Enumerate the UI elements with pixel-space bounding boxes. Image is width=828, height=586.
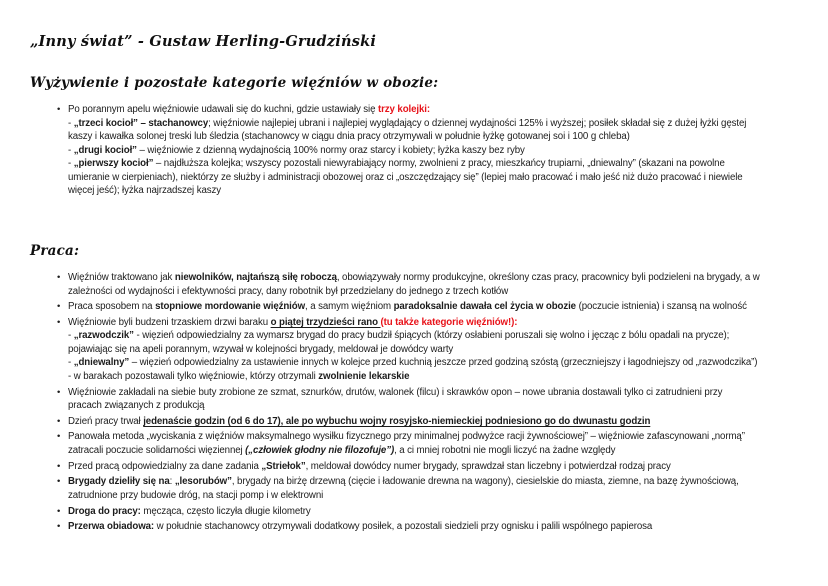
text-line xyxy=(68,430,820,444)
text-segment: Przerwa obiadowa: xyxy=(68,521,155,533)
text-segment: umieranie w cierpieniach), niektórzy ze służby i administracji obozowej oraz ci „oszczędzający się” (lepiej mało pracować i mało jeść niż dużo pracować i niewiele xyxy=(68,171,743,183)
text-segment: , a samym więźniom xyxy=(305,301,394,313)
text-line xyxy=(68,489,820,503)
text-segment: zatrudnione przy budowie dróg, na stacji pomp i w elektrowni xyxy=(68,489,324,501)
text-segment: stopniowe mordowanie więźniów xyxy=(155,301,306,313)
text-line xyxy=(68,184,820,198)
section-food-heading: Wyżywienie i pozostałe kategorie więźniów w obozie: xyxy=(30,75,439,91)
text-line xyxy=(68,444,820,458)
list-item xyxy=(56,386,820,413)
text-segment: pracach związanych z produkcją xyxy=(68,400,205,412)
section-work-list xyxy=(56,271,820,536)
text-segment: - xyxy=(68,330,74,342)
text-line xyxy=(68,271,820,285)
text-segment: : xyxy=(169,476,175,488)
text-segment: zależności od wydajności i efektywności pracy, dany robotnik był przedzielany do jednego z trzech kotłów xyxy=(68,285,509,297)
text-segment: Przed pracą odpowiedzialny za dane zadania xyxy=(68,460,262,472)
text-segment: - xyxy=(68,144,74,156)
section-food-list xyxy=(56,103,820,200)
list-item xyxy=(56,475,820,502)
text-line xyxy=(68,117,820,131)
text-line xyxy=(68,300,820,314)
text-segment: – więźniowie z dzienną wydajnością 100% normy oraz starcy i kobiety; łyżka kaszy bez ryby xyxy=(136,144,525,156)
text-line xyxy=(68,157,820,171)
text-line xyxy=(68,285,820,299)
text-segment: paradoksalnie dawała cel życia w obozie xyxy=(393,301,576,313)
text-line xyxy=(68,386,820,400)
document-title: „Inny świat” - Gustaw Herling-Grudziński xyxy=(30,33,377,50)
text-line xyxy=(68,329,820,343)
text-segment: męcząca, często liczyła długie kilometry xyxy=(140,505,311,517)
text-segment: „drugi kocioł” xyxy=(73,144,137,156)
text-segment: „razwodczik” xyxy=(73,330,134,342)
text-segment: zatracali poczucie solidarności więziennej xyxy=(68,445,246,457)
text-segment: „trzeci kocioł” – stachanowcy xyxy=(73,117,209,129)
text-segment: Więźniowie byli budzeni trzaskiem drzwi baraku xyxy=(68,316,271,328)
text-segment: - więzień odpowiedzialny za wymarsz brygad do pracy budził śpiących (którzy osłabieni poruszali się wolno i jęcząc z bólu opadali na prycze); xyxy=(133,330,730,342)
text-segment: Panowała metoda „wyciskania z więźniów maksymalnego wysiłku fizycznego przy minimalnej podwyżce racji żywnościowej” – więźniowie zafascynowani „normą” xyxy=(68,431,745,443)
text-segment: , meldował dowódcy numer brygady, sprawdzał stan liczebny i potwierdzał rodzaj pracy xyxy=(305,460,671,472)
list-item xyxy=(56,316,820,384)
text-segment: Dzień pracy trwał xyxy=(68,415,144,427)
highlighted-red-text: (tu także kategorie więźniów!): xyxy=(380,316,518,328)
list-item xyxy=(56,520,820,534)
list-item xyxy=(56,505,820,519)
text-line xyxy=(68,343,820,357)
text-segment: Praca sposobem na xyxy=(68,301,156,313)
list-item xyxy=(56,430,820,457)
text-line xyxy=(68,415,820,429)
list-item xyxy=(56,415,820,429)
text-segment: - xyxy=(68,158,74,170)
text-line xyxy=(68,171,820,185)
text-segment: pojawiając się na apeli porannym, wzywał w kolejności brygady, meldował je dowódcy warty xyxy=(68,343,454,355)
text-segment: „pierwszy kocioł” xyxy=(73,158,154,170)
text-segment: Po porannym apelu więźniowie udawali się do kuchni, gdzie ustawiały się xyxy=(68,104,378,115)
text-segment: niewolników, najtańszą siłę roboczą xyxy=(174,272,337,283)
text-line xyxy=(68,505,820,519)
text-segment: – więzień odpowiedzialny za ustawienie innych w kolejce przed kuchnią jeszcze przed godziną szóstą (grzeczniejszy i łagodniejszy od „razwodczika”) xyxy=(129,357,758,369)
text-line xyxy=(68,370,820,384)
text-line xyxy=(68,399,820,413)
text-segment: kaszy i kawałka solonej treski lub śledzia (stachanowcy w ciągu dnia pracy otrzymywali w południe łyżkę gotowanej soi i 100 g chleba) xyxy=(68,131,630,143)
text-segment: Brygady dzieliły się na xyxy=(68,476,170,488)
text-segment: jedenaście godzin (od 6 do 17), ale po wybuchu wojny rosyjsko-niemieckiej podniesiono go do dwunastu godzin xyxy=(143,415,651,427)
section-work-heading: Praca: xyxy=(30,243,80,259)
text-line xyxy=(68,316,820,330)
text-segment: - xyxy=(68,117,74,129)
text-segment: - xyxy=(68,357,74,369)
text-segment: , obowiązywały normy produkcyjne, określony czas pracy, pracownicy byli podzieleni na brygady, a w xyxy=(336,272,760,283)
text-segment: (poczucie istnienia) i szansą na wolność xyxy=(575,301,747,313)
list-item xyxy=(56,271,820,298)
text-segment: „dniewalny” xyxy=(73,357,130,369)
text-segment: Więźniów traktowano jak xyxy=(68,272,175,283)
text-line xyxy=(68,460,820,474)
text-segment: o piątej trzydzieści rano xyxy=(270,316,381,328)
highlighted-red-text: trzy kolejki: xyxy=(377,104,430,115)
list-item xyxy=(56,300,820,314)
text-segment: - w barakach pozostawali tylko więźniowie, którzy otrzymali xyxy=(68,371,319,383)
text-segment: („człowiek głodny nie filozofuje”) xyxy=(245,445,395,457)
text-segment: więcej jeść); łyżka najrzadszej kaszy xyxy=(68,185,221,197)
text-segment: „lesorubów” xyxy=(174,476,232,488)
text-segment: ; więźniowie najlepiej ubrani i najlepiej wyglądający o dziennej wydajności 125% i wyższej; posiłek składał się z dużej łyżki gęstej xyxy=(208,117,747,129)
text-segment: , brygady na birżę drzewną (cięcie i ładowanie drewna na wagony), ciesielskie do miasta, ziemne, na bazę żywnościową, xyxy=(231,476,739,488)
text-line xyxy=(68,144,820,158)
list-item xyxy=(56,103,820,198)
text-segment: Więźniowie zakładali na siebie buty zrobione ze szmat, sznurków, drutów, walonek (filcu) i skrawków opon – nowe ubrania dostawali tylko ci zatrudnieni przy xyxy=(68,386,723,398)
text-line xyxy=(68,520,820,534)
list-item xyxy=(56,460,820,474)
text-segment: „Striełok” xyxy=(261,460,306,472)
text-line xyxy=(68,130,820,144)
text-line xyxy=(68,103,820,117)
text-segment: – najdłuższa kolejka; wszyscy pozostali niewyrabiający normy, zwolnieni z pracy, mieszkańcy trupiarni, „dniewalny” (skazani na powolne xyxy=(153,158,725,170)
text-segment: Droga do pracy: xyxy=(68,505,141,517)
text-segment: zwolnienie lekarskie xyxy=(318,371,410,383)
text-segment: w południe stachanowcy otrzymywali dodatkowy posiłek, a pozostali siedzieli przy ognisku i palili wspólnego papierosa xyxy=(154,521,653,533)
text-line xyxy=(68,475,820,489)
text-segment: , a ci mniej robotni nie mogli liczyć na żadne względy xyxy=(394,445,616,457)
text-line xyxy=(68,356,820,370)
